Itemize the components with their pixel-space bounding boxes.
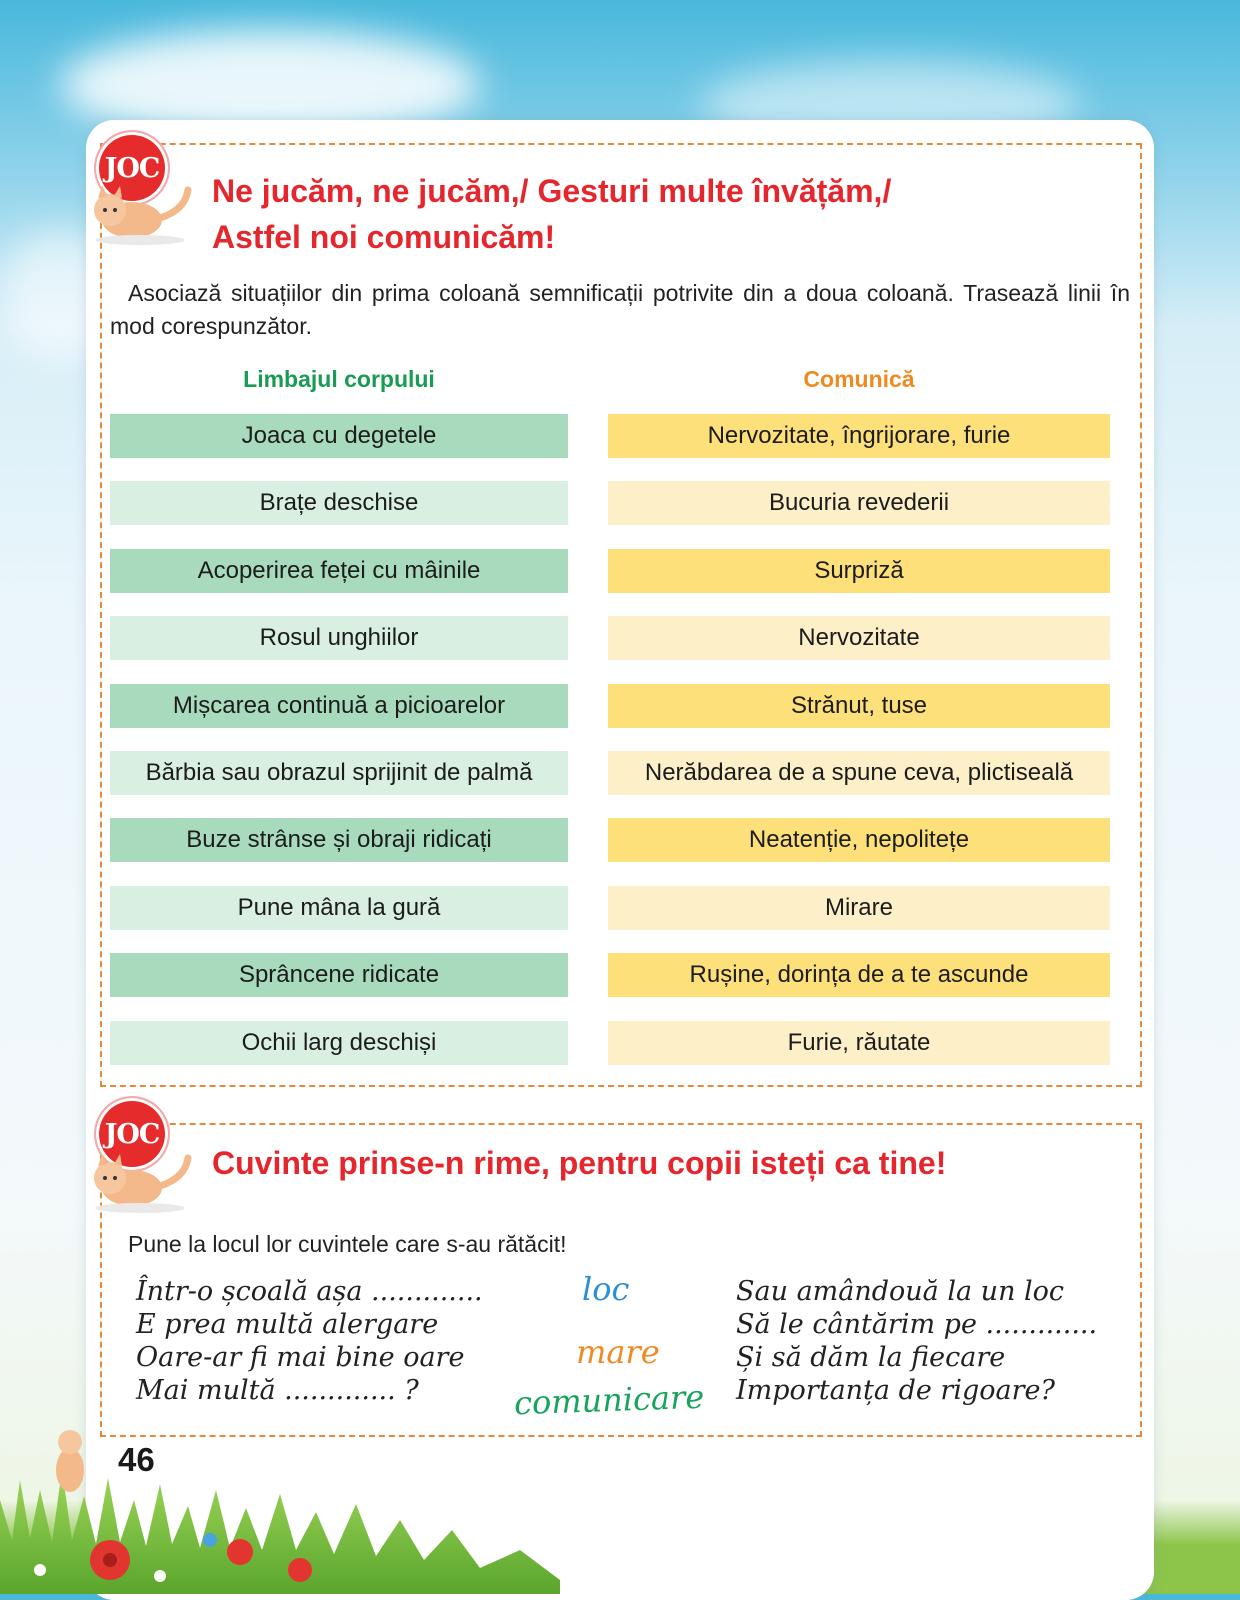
left-item[interactable]: Acoperirea feței cu mâinile xyxy=(110,549,568,593)
right-item[interactable]: Mirare xyxy=(608,886,1110,930)
poem-line: Oare-ar fi mai bine oare xyxy=(136,1342,465,1373)
poem-right xyxy=(736,1275,1097,1407)
game1-title-line1: Ne jucăm, ne jucăm,/ Gesturi multe învățăm,/ xyxy=(212,173,892,209)
cat-illustration xyxy=(80,1148,200,1218)
joc-badge: JOC xyxy=(96,132,168,204)
poem-line: Într-o școală așa ............. xyxy=(136,1276,483,1307)
game1-title-line2: Astfel noi comunicăm! xyxy=(212,219,556,255)
right-item[interactable]: Nervozitate, îngrijorare, furie xyxy=(608,414,1110,458)
poem-line: Importanța de rigoare? xyxy=(736,1375,1055,1406)
poem-line: E prea multă alergare xyxy=(136,1309,439,1340)
game2-instruction: Pune la locul lor cuvintele care s-au rătăcit! xyxy=(128,1231,567,1257)
left-item[interactable]: Rosul unghiilor xyxy=(110,616,568,660)
left-item[interactable]: Sprâncene ridicate xyxy=(110,953,568,997)
word-comunicare[interactable]: comunicare xyxy=(513,1377,705,1423)
cat-illustration xyxy=(80,180,200,250)
left-column-header: Limbajul corpului xyxy=(243,366,435,392)
right-item[interactable]: Nervozitate xyxy=(608,616,1110,660)
game1-instruction: Asociază situațiilor din prima coloană semnificații potrivite din a doua coloană. Trasează linii în mod corespunzător. xyxy=(110,280,1130,339)
game2-title: Cuvinte prinse-n rime, pentru copii isteți ca tine! xyxy=(212,1145,947,1181)
left-item[interactable]: Mișcarea continuă a picioarelor xyxy=(110,684,568,728)
poem-left xyxy=(136,1275,483,1407)
left-item[interactable]: Joaca cu degetele xyxy=(110,414,568,458)
right-item[interactable]: Rușine, dorința de a te ascunde xyxy=(608,953,1110,997)
left-item[interactable]: Buze strânse și obraji ridicați xyxy=(110,818,568,862)
word-mare[interactable]: mare xyxy=(576,1333,660,1371)
poem-line: Și să dăm la fiecare xyxy=(736,1342,1006,1373)
game1-title xyxy=(212,168,891,260)
right-item[interactable]: Neatenție, nepolitețe xyxy=(608,818,1110,862)
joc-badge: JOC xyxy=(96,1098,168,1170)
page-number: 46 xyxy=(118,1441,155,1478)
word-loc[interactable]: loc xyxy=(582,1270,630,1308)
left-item[interactable]: Ochii larg deschiși xyxy=(110,1021,568,1065)
right-item[interactable]: Nerăbdarea de a spune ceva, plictiseală xyxy=(608,751,1110,795)
poem-line: Mai multă ............. ? xyxy=(136,1375,419,1406)
right-item[interactable]: Bucuria revederii xyxy=(608,481,1110,525)
grass-illustration xyxy=(0,1420,560,1594)
right-item[interactable]: Surpriză xyxy=(608,549,1110,593)
left-item[interactable]: Pune mâna la gură xyxy=(110,886,568,930)
right-item[interactable]: Strănut, tuse xyxy=(608,684,1110,728)
poem-line: Sau amândouă la un loc xyxy=(736,1276,1065,1307)
right-column-header: Comunică xyxy=(803,366,915,392)
left-item[interactable]: Bărbia sau obrazul sprijinit de palmă xyxy=(110,751,568,795)
poem-line: Să le cântărim pe ............. xyxy=(736,1309,1098,1340)
right-item[interactable]: Furie, răutate xyxy=(608,1021,1110,1065)
left-item[interactable]: Brațe deschise xyxy=(110,481,568,525)
